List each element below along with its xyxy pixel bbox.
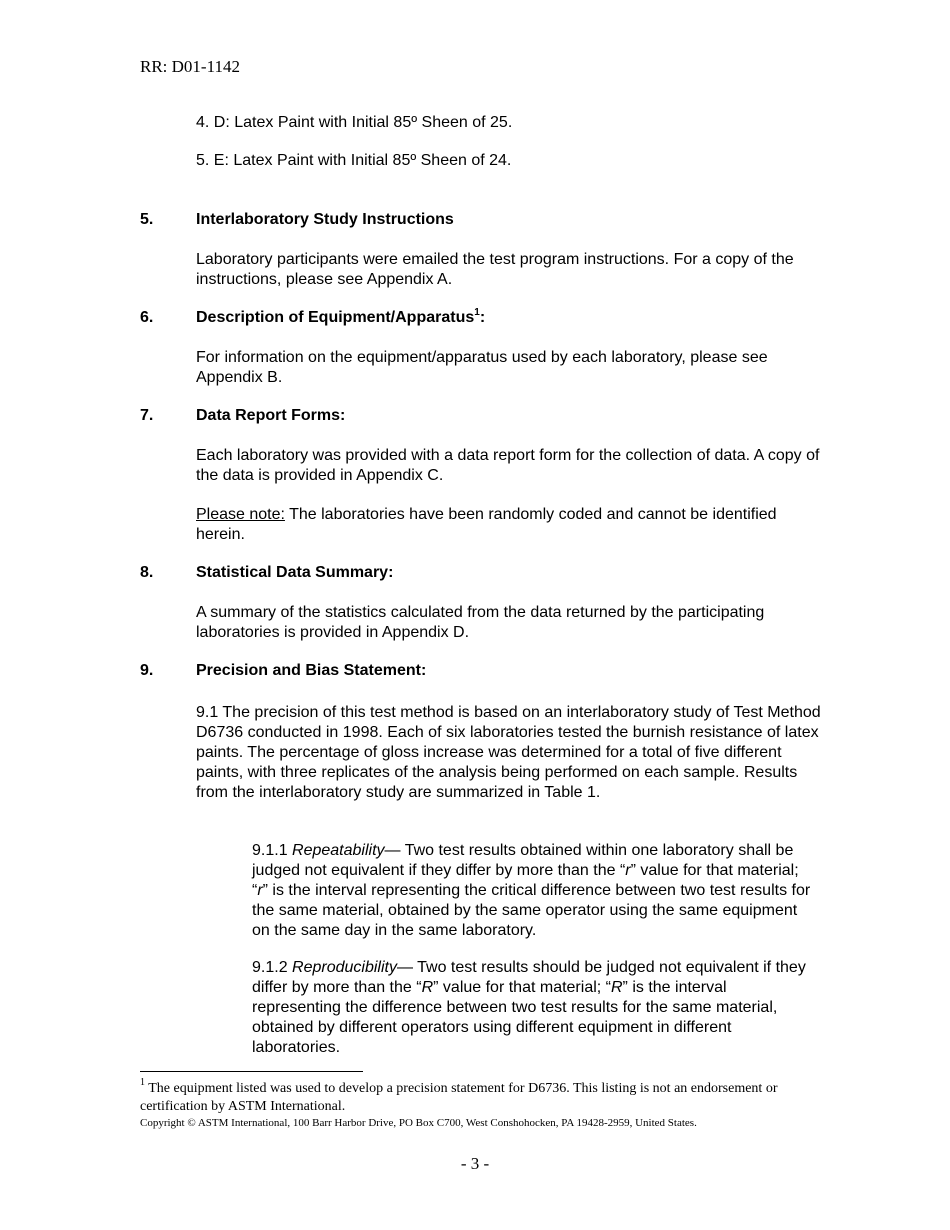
section-7-title: Data Report Forms: [196, 407, 346, 424]
list-item-e: 5. E: Latex Paint with Initial 85º Sheen of 24. [196, 152, 512, 169]
section-8-number: 8. [140, 564, 154, 581]
footnote [140, 1077, 820, 1116]
section-9-1-2-paragraph [252, 958, 817, 1058]
section-7-number: 7. [140, 407, 154, 424]
document-header: RR: D01-1142 [140, 57, 240, 76]
section-7-note [196, 505, 821, 545]
section-6-number: 6. [140, 309, 154, 326]
section-9-number: 9. [140, 662, 154, 679]
p911-r-1: r [625, 862, 631, 879]
section-9-title: Precision and Bias Statement: [196, 662, 427, 679]
p911-term: Repeatability [292, 842, 385, 859]
section-6-body: For information on the equipment/apparatus used by each laboratory, please see Appendix B. [196, 349, 768, 386]
section-7-body: Each laboratory was provided with a data report form for the collection of data. A copy of the data is provided in Appendix C. [196, 447, 820, 484]
p912-text-2: ” value for that material; “ [433, 979, 611, 996]
p911-text-1: — Two test results obtained within one laboratory shall be judged not equivalent if they differ by more than the “ [252, 842, 794, 879]
note-text: The laboratories have been randomly coded and cannot be identified herein. [196, 506, 777, 543]
section-5-body: Laboratory participants were emailed the test program instructions. For a copy of the instructions, please see Appendix A. [196, 251, 794, 288]
footnote-text: The equipment listed was used to develop a precision statement for D6736. This listing is not an endorsement or certification by ASTM International. [140, 1081, 778, 1114]
section-8-body: A summary of the statistics calculated from the data returned by the participating laboratories is provided in Appendix D. [196, 604, 765, 641]
section-5-number: 5. [140, 211, 154, 228]
section-8-title: Statistical Data Summary: [196, 564, 394, 581]
section-6-title [196, 306, 486, 327]
p912-r-1: R [421, 979, 434, 996]
list-item-d: 4. D: Latex Paint with Initial 85º Sheen of 25. [196, 114, 513, 131]
section-9-1-paragraph: 9.1 The precision of this test method is based on an interlaboratory study of Test Method D6736 conducted in 1998. Each of six laboratories tested the burnish resistance of latex paints. The percentage of gloss increase was determined for a total of five different paints, with three replicates of the analysis being performed on each sample. Results from the interlaboratory study are summarized in Table 1. [196, 704, 821, 801]
p911-r-2: r [257, 882, 263, 899]
p912-text-1: — Two test results should be judged not equivalent if they differ by more than the “ [252, 959, 806, 996]
footnote-divider [140, 1071, 363, 1072]
p911-number: 9.1.1 [252, 842, 293, 859]
footnote-ref: 1 [474, 306, 480, 318]
page-number: - 3 - [460, 1154, 490, 1173]
p912-r-2: R [610, 979, 623, 996]
p911-text-3: ” is the interval representing the critical difference between two test results for the same material, obtained by the same operator using the same equipment on the same day in the same laboratory. [252, 882, 811, 939]
section-5-title: Interlaboratory Study Instructions [196, 211, 454, 228]
footnote-marker: 1 [140, 1077, 145, 1089]
section-6-title-text: Description of Equipment/Apparatus [196, 309, 475, 326]
p912-term: Reproducibility [292, 959, 397, 976]
note-label: Please note: [196, 506, 285, 523]
section-9-1-1-paragraph [252, 841, 817, 941]
p911-text-2: ” value for that material; “ [252, 862, 799, 899]
p912-number: 9.1.2 [252, 959, 293, 976]
copyright-notice: Copyright © ASTM International, 100 Barr Harbor Drive, PO Box C700, West Conshohocken, PA 19428-2959, United States. [140, 1117, 697, 1129]
section-6-title-colon: : [479, 309, 486, 326]
p912-text-3: ” is the interval representing the difference between two test results for the same material, obtained by different operators using different equipment in different laboratories. [252, 979, 778, 1056]
